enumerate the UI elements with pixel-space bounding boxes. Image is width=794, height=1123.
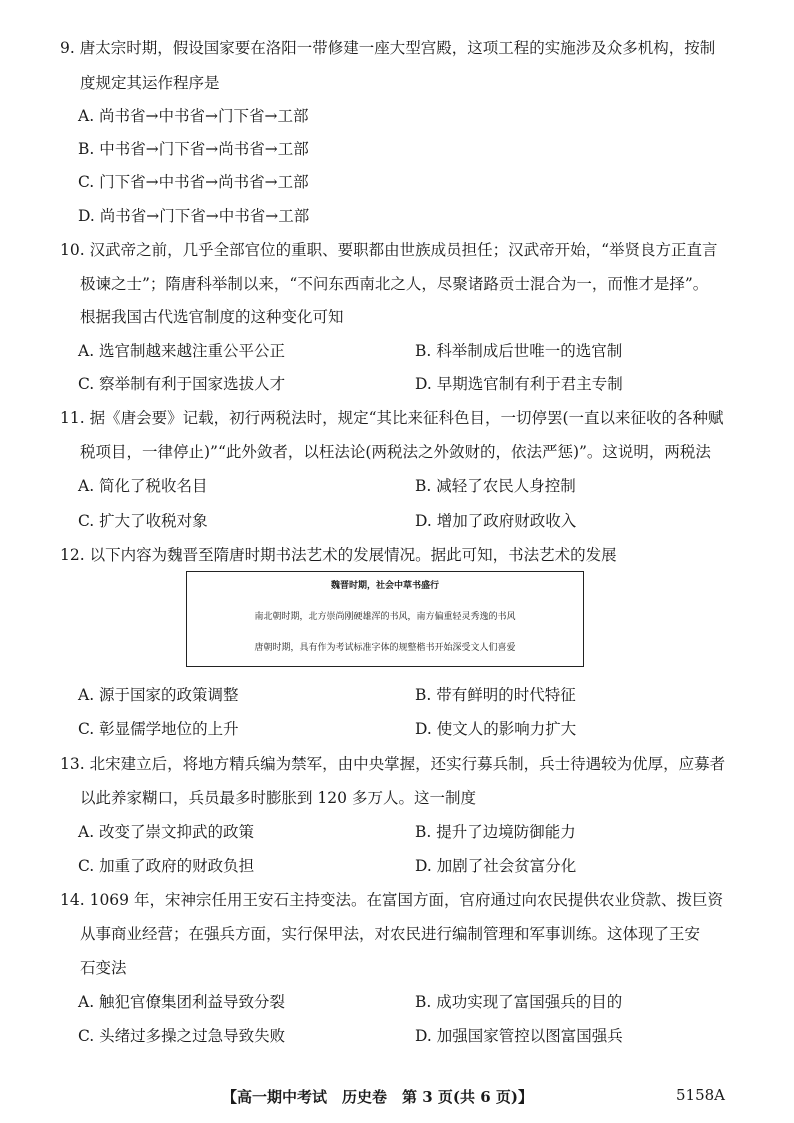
question-10-stem-line-2: 极谏之士”；隋唐科举制以来，“不问东西南北之人，尽聚诸路贡士混合为一，而惟才是择”。: [80, 275, 709, 293]
question-14-stem-line-3: 石变法: [80, 959, 127, 977]
question-10-option-c: C. 察举制有利于国家选拔人才: [78, 375, 286, 393]
question-13-stem-line-1: 13. 北宋建立后，将地方精兵编为禁军，由中央掌握，还实行募兵制，兵士待遇较为优厚，应募者: [60, 755, 726, 773]
question-10-option-a: A. 选官制越来越注重公平公正: [78, 342, 286, 360]
question-9-stem-line-1: 9. 唐太宗时期，假设国家要在洛阳一带修建一座大型宫殿，这项工程的实施涉及众多机构，按制: [60, 39, 716, 57]
question-9-stem-line-2: 度规定其运作程序是: [80, 74, 220, 92]
question-14-option-b: B. 成功实现了富国强兵的目的: [415, 993, 623, 1011]
question-14-option-c: C. 头绪过多操之过急导致失败: [78, 1027, 286, 1045]
question-11-option-c: C. 扩大了收税对象: [78, 512, 208, 530]
question-12-material-box: [186, 571, 584, 667]
question-14-stem-line-2: 从事商业经营；在强兵方面，实行保甲法，对农民进行编制管理和军事训练。这体现了王安: [80, 925, 701, 943]
page-footer-title: 【高一期中考试 历史卷 第 3 页(共 6 页)】: [222, 1088, 533, 1106]
question-11-option-d: D. 增加了政府财政收入: [415, 512, 577, 530]
question-12-option-c: C. 彰显儒学地位的上升: [78, 720, 239, 738]
question-11-option-b: B. 减轻了农民人身控制: [415, 477, 576, 495]
question-11-stem-line-1: 11. 据《唐会要》记载，初行两税法时，规定“其比来征科色目，一切停罢(一直以来征收的各种赋: [60, 409, 724, 427]
question-9-option-d: D. 尚书省→门下省→中书省→工部: [78, 207, 310, 225]
question-12-option-a: A. 源于国家的政策调整: [78, 686, 239, 704]
material-line-3: 唐朝时期，具有作为考试标准字体的规整楷书开始深受文人们喜爱: [254, 643, 516, 653]
question-13-option-d: D. 加剧了社会贫富分化: [415, 857, 577, 875]
paper-code: 5158A: [676, 1086, 726, 1104]
question-10-option-d: D. 早期选官制有利于君主专制: [415, 375, 623, 393]
question-14-option-a: A. 触犯官僚集团利益导致分裂: [78, 993, 286, 1011]
material-line-2: 南北朝时期，北方崇尚刚硬雄浑的书风，南方偏重轻灵秀逸的书风: [254, 612, 516, 622]
question-9-option-a: A. 尚书省→中书省→门下省→工部: [78, 107, 309, 125]
material-line-1: 魏晋时期，社会中草书盛行: [330, 581, 439, 591]
question-13-option-a: A. 改变了崇文抑武的政策: [78, 823, 255, 841]
question-9-option-c: C. 门下省→中书省→尚书省→工部: [78, 173, 309, 191]
question-12-option-b: B. 带有鲜明的时代特征: [415, 686, 576, 704]
question-14-stem-line-1: 14. 1069 年，宋神宗任用王安石主持变法。在富国方面，官府通过向农民提供农业贷款、拨巨资: [60, 891, 723, 909]
question-10-stem-line-3: 根据我国古代选官制度的这种变化可知: [80, 308, 344, 326]
question-13-stem-line-2: 以此养家糊口，兵员最多时膨胀到 120 多万人。这一制度: [80, 789, 476, 807]
question-10-stem-line-1: 10. 汉武帝之前，几乎全部官位的重职、要职都由世族成员担任；汉武帝开始，“举贤良方正直言: [60, 241, 718, 259]
question-12-option-d: D. 使文人的影响力扩大: [415, 720, 577, 738]
question-13-option-c: C. 加重了政府的财政负担: [78, 857, 255, 875]
question-9-option-b: B. 中书省→门下省→尚书省→工部: [78, 140, 309, 158]
question-11-option-a: A. 简化了税收名目: [78, 477, 208, 495]
question-13-option-b: B. 提升了边境防御能力: [415, 823, 576, 841]
question-14-option-d: D. 加强国家管控以图富国强兵: [415, 1027, 623, 1045]
question-12-stem-line-1: 12. 以下内容为魏晋至隋唐时期书法艺术的发展情况。据此可知，书法艺术的发展: [60, 546, 617, 564]
question-10-option-b: B. 科举制成后世唯一的选官制: [415, 342, 623, 360]
question-11-stem-line-2: 税项目，一律停止)”“此外敛者，以枉法论(两税法之外敛财的，依法严惩)”。这说明，两税法: [80, 443, 711, 461]
